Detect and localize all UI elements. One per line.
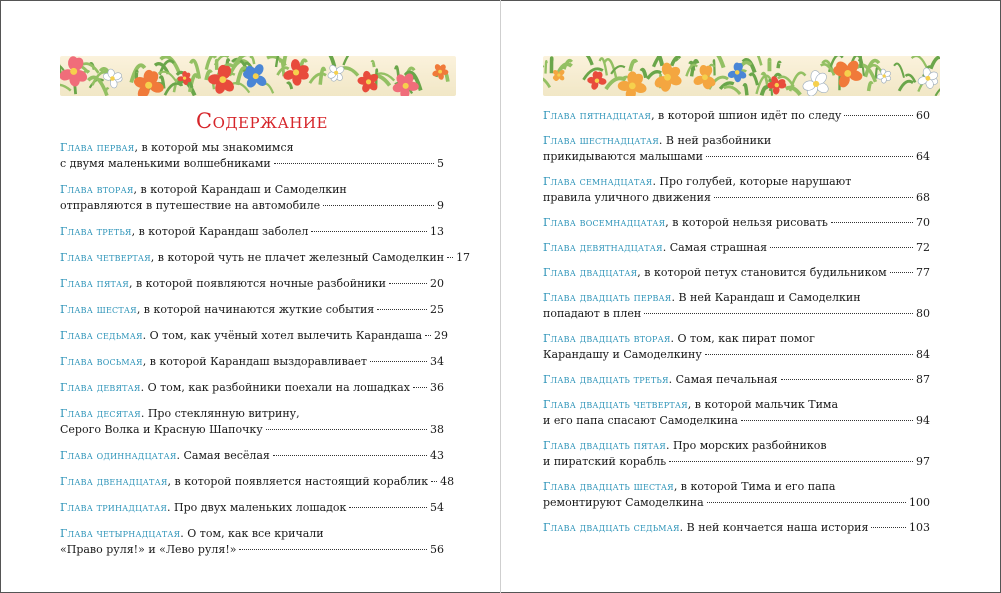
chapter-label: Глава двенадцатая bbox=[60, 475, 168, 488]
grass-stroke bbox=[672, 60, 678, 66]
page-number: 70 bbox=[916, 216, 930, 229]
grass-stroke bbox=[935, 87, 940, 96]
toc-entry bbox=[60, 250, 471, 266]
page-number: 29 bbox=[434, 329, 449, 342]
entry-text-line2: отправляются в путешествие на автомобиле bbox=[60, 199, 321, 212]
toc-entry bbox=[60, 406, 444, 438]
toc-entry bbox=[60, 448, 444, 464]
chapter-label: Глава двадцать седьмая bbox=[543, 521, 680, 534]
page-number: 87 bbox=[916, 373, 930, 386]
chapter-label: Глава двадцать третья bbox=[543, 373, 669, 386]
dot-leader bbox=[831, 222, 913, 223]
toc-entry bbox=[543, 240, 930, 256]
page-number: 97 bbox=[916, 455, 930, 468]
floral-banner-right bbox=[543, 56, 940, 96]
page-number: 56 bbox=[430, 543, 444, 556]
dot-leader bbox=[781, 379, 913, 380]
chapter-label: Глава семнадцатая bbox=[543, 175, 653, 188]
entry-text-line1: , в которой нельзя рисовать bbox=[665, 216, 828, 229]
chapter-label: Глава четвертая bbox=[60, 251, 151, 264]
toc-entry bbox=[60, 140, 444, 172]
page-number: 34 bbox=[430, 355, 444, 368]
chapter-label: Глава девятая bbox=[60, 381, 141, 394]
grass-stroke bbox=[786, 88, 800, 95]
entry-text-line1: , в которой появляется настоящий кораблик bbox=[167, 475, 429, 488]
page-number: 5 bbox=[437, 157, 444, 170]
chapter-label: Глава седьмая bbox=[60, 329, 143, 342]
toc-list-right bbox=[543, 108, 930, 545]
chapter-label: Глава двадцать шестая bbox=[543, 480, 674, 493]
grass-stroke bbox=[894, 64, 904, 78]
toc-entry bbox=[60, 182, 444, 214]
entry-text-line1: , в которой появляются ночные разбойники bbox=[128, 277, 386, 290]
flower-icon bbox=[653, 62, 684, 92]
toc-entry bbox=[543, 397, 930, 429]
chapter-label: Глава двадцать первая bbox=[543, 291, 672, 304]
entry-text-line1: , в которой шпион идёт по следу bbox=[651, 109, 842, 122]
entry-text-line1: , в которой Тима и его папа bbox=[673, 480, 836, 493]
dot-leader bbox=[890, 272, 913, 273]
entry-text-line1: . Самая страшная bbox=[662, 241, 768, 254]
dot-leader bbox=[431, 481, 437, 482]
chapter-label: Глава первая bbox=[60, 141, 135, 154]
grass-stroke bbox=[778, 62, 780, 68]
chapter-label: Глава шестнадцатая bbox=[543, 134, 659, 147]
toc-entry bbox=[60, 500, 444, 516]
grass-stroke bbox=[546, 61, 547, 73]
entry-text-line1: , в которой петух становится будильником bbox=[637, 266, 887, 279]
chapter-label: Глава четырнадцатая bbox=[60, 527, 181, 540]
entry-text-line2: прикидываются малышами bbox=[543, 150, 703, 163]
entry-text-line1: . Самая печальная bbox=[668, 373, 778, 386]
entry-text-line1: , в которой начинаются жуткие события bbox=[136, 303, 375, 316]
entry-text-line2: «Право руля!» и «Лево руля!» bbox=[60, 543, 237, 556]
page-number: 25 bbox=[430, 303, 444, 316]
dot-leader bbox=[377, 309, 427, 310]
dot-leader bbox=[644, 313, 913, 314]
toc-entry bbox=[543, 290, 930, 322]
entry-text-line1: , в которой Карандаш выздоравливает bbox=[142, 355, 367, 368]
toc-entry bbox=[543, 520, 930, 536]
page-number: 54 bbox=[430, 501, 444, 514]
dot-leader bbox=[273, 455, 427, 456]
entry-text-line2: ремонтируют Самоделкина bbox=[543, 496, 704, 509]
grass-stroke bbox=[320, 68, 324, 84]
dot-leader bbox=[714, 197, 913, 198]
page-number: 38 bbox=[430, 423, 444, 436]
grass-stroke bbox=[724, 87, 740, 94]
flower-icon bbox=[327, 64, 345, 82]
page-number: 80 bbox=[916, 307, 930, 320]
dot-leader bbox=[349, 507, 427, 508]
page-number: 100 bbox=[909, 496, 930, 509]
toc-entry bbox=[60, 526, 444, 558]
chapter-label: Глава двадцать вторая bbox=[543, 332, 671, 345]
entry-text-line2: Карандашу и Самоделкину bbox=[543, 348, 702, 361]
toc-entry bbox=[60, 302, 444, 318]
entry-text-line2: и пиратский корабль bbox=[543, 455, 667, 468]
entry-text-line1: . О том, как все кричали bbox=[180, 527, 324, 540]
chapter-label: Глава восемнадцатая bbox=[543, 216, 666, 229]
grass-stroke bbox=[630, 61, 636, 71]
grass-stroke bbox=[931, 57, 940, 69]
page-number: 60 bbox=[916, 109, 930, 122]
toc-list-left bbox=[60, 140, 471, 568]
toc-entry bbox=[60, 380, 444, 396]
grass-stroke bbox=[206, 56, 215, 70]
flower-icon bbox=[802, 70, 830, 96]
floral-banner-left bbox=[60, 56, 456, 96]
chapter-label: Глава десятая bbox=[60, 407, 141, 420]
chapter-label: Глава двадцать пятая bbox=[543, 439, 666, 452]
toc-entry bbox=[543, 215, 930, 231]
dot-leader bbox=[413, 387, 427, 388]
entry-text-line2: и его папа спасают Самоделкина bbox=[543, 414, 738, 427]
chapter-label: Глава двадцать четвертая bbox=[543, 398, 688, 411]
entry-text-line1: . О том, как пират помог bbox=[670, 332, 815, 345]
chapter-label: Глава третья bbox=[60, 225, 132, 238]
entry-text-line1: . Про голубей, которые нарушают bbox=[652, 175, 852, 188]
entry-text-line1: , в которой мальчик Тима bbox=[687, 398, 839, 411]
entry-text-line1: , в которой чуть не плачет железный Самоделкин bbox=[150, 251, 445, 264]
entry-text-line2: правила уличного движения bbox=[543, 191, 711, 204]
grass-stroke bbox=[280, 60, 284, 76]
dot-leader bbox=[389, 283, 427, 284]
dot-leader bbox=[706, 156, 913, 157]
toc-entry bbox=[543, 174, 930, 206]
grass-stroke bbox=[310, 74, 326, 83]
toc-entry bbox=[543, 479, 930, 511]
floral-illustration bbox=[543, 56, 940, 96]
entry-text-line1: . В ней Карандаш и Самоделкин bbox=[671, 291, 861, 304]
dot-leader bbox=[425, 335, 431, 336]
grass-stroke bbox=[714, 60, 715, 75]
grass-stroke bbox=[750, 74, 758, 85]
grass-stroke bbox=[372, 61, 374, 67]
flower-icon bbox=[877, 69, 892, 84]
chapter-label: Глава пятая bbox=[60, 277, 129, 290]
toc-entry bbox=[543, 372, 930, 388]
dot-leader bbox=[323, 205, 434, 206]
dot-leader bbox=[239, 549, 427, 550]
page-number: 48 bbox=[440, 475, 455, 488]
dot-leader bbox=[669, 461, 913, 462]
dot-leader bbox=[274, 163, 434, 164]
page-number: 64 bbox=[916, 150, 930, 163]
entry-text-line2: Серого Волка и Красную Шапочку bbox=[60, 423, 263, 436]
toc-entry bbox=[543, 133, 930, 165]
page-number: 17 bbox=[456, 251, 471, 264]
grass-stroke bbox=[287, 83, 291, 89]
toc-entry bbox=[60, 474, 455, 490]
entry-text-line1: . В ней кончается наша история bbox=[679, 521, 869, 534]
toc-entry bbox=[543, 108, 930, 124]
entry-text-line1: . В ней разбойники bbox=[658, 134, 772, 147]
flower-icon bbox=[832, 58, 864, 89]
entry-text-line1: . Про двух маленьких лошадок bbox=[166, 501, 347, 514]
grass-stroke bbox=[869, 83, 872, 91]
dot-leader bbox=[741, 420, 913, 421]
grass-stroke bbox=[899, 81, 913, 91]
grass-stroke bbox=[762, 87, 768, 95]
toc-entry bbox=[543, 265, 930, 281]
page-number: 103 bbox=[909, 521, 930, 534]
toc-entry bbox=[60, 224, 444, 240]
page-number: 72 bbox=[916, 241, 930, 254]
page-number: 43 bbox=[430, 449, 444, 462]
chapter-label: Глава двадцатая bbox=[543, 266, 638, 279]
entry-text-line1: . О том, как учёный хотел вылечить Карандаша bbox=[142, 329, 423, 342]
grass-stroke bbox=[744, 85, 747, 96]
toc-entry bbox=[543, 331, 930, 363]
entry-text-line1: . Про морских разбойников bbox=[665, 439, 827, 452]
grass-stroke bbox=[60, 85, 71, 91]
entry-text-line1: , в которой мы знакомимся bbox=[134, 141, 294, 154]
dot-leader bbox=[266, 429, 427, 430]
entry-text-line1: . О том, как разбойники поехали на лошадках bbox=[140, 381, 410, 394]
page-number: 36 bbox=[430, 381, 444, 394]
chapter-label: Глава тринадцатая bbox=[60, 501, 167, 514]
chapter-label: Глава пятнадцатая bbox=[543, 109, 652, 122]
page-number: 84 bbox=[916, 348, 930, 361]
grass-stroke bbox=[165, 83, 181, 95]
chapter-label: Глава шестая bbox=[60, 303, 137, 316]
page-number: 77 bbox=[916, 266, 930, 279]
page-number: 94 bbox=[916, 414, 930, 427]
page-number: 68 bbox=[916, 191, 930, 204]
entry-text-line2: попадают в плен bbox=[543, 307, 642, 320]
chapter-label: Глава девятнадцатая bbox=[543, 241, 663, 254]
entry-text-line1: , в которой Карандаш заболел bbox=[131, 225, 309, 238]
entry-text-line2: с двумя маленькими волшебниками bbox=[60, 157, 271, 170]
grass-stroke bbox=[580, 56, 592, 65]
chapter-label: Глава одиннадцатая bbox=[60, 449, 177, 462]
page-number: 9 bbox=[437, 199, 444, 212]
page-number: 13 bbox=[430, 225, 444, 238]
toc-entry bbox=[60, 328, 449, 344]
entry-text-line1: . Про стеклянную витрину, bbox=[140, 407, 300, 420]
entry-text-line1: , в которой Карандаш и Самоделкин bbox=[133, 183, 347, 196]
grass-stroke bbox=[343, 56, 360, 65]
dot-leader bbox=[447, 257, 453, 258]
entry-text-line1: . Самая весёлая bbox=[176, 449, 270, 462]
toc-entry bbox=[60, 354, 444, 370]
dot-leader bbox=[311, 231, 427, 232]
flower-icon bbox=[618, 71, 648, 96]
floral-illustration bbox=[60, 56, 456, 96]
grass-stroke bbox=[284, 56, 287, 64]
toc-entry bbox=[543, 438, 930, 470]
dot-leader bbox=[370, 361, 427, 362]
dot-leader bbox=[707, 502, 906, 503]
dot-leader bbox=[705, 354, 913, 355]
grass-stroke bbox=[543, 77, 550, 87]
dot-leader bbox=[770, 247, 913, 248]
toc-entry bbox=[60, 276, 444, 292]
dot-leader bbox=[844, 115, 913, 116]
dot-leader bbox=[871, 527, 906, 528]
flower-icon bbox=[282, 59, 310, 86]
page-number: 20 bbox=[430, 277, 444, 290]
chapter-label: Глава вторая bbox=[60, 183, 134, 196]
chapter-label: Глава восьмая bbox=[60, 355, 143, 368]
spread-divider bbox=[500, 0, 501, 593]
grass-stroke bbox=[251, 57, 254, 64]
page-title: Содержание bbox=[196, 109, 328, 133]
